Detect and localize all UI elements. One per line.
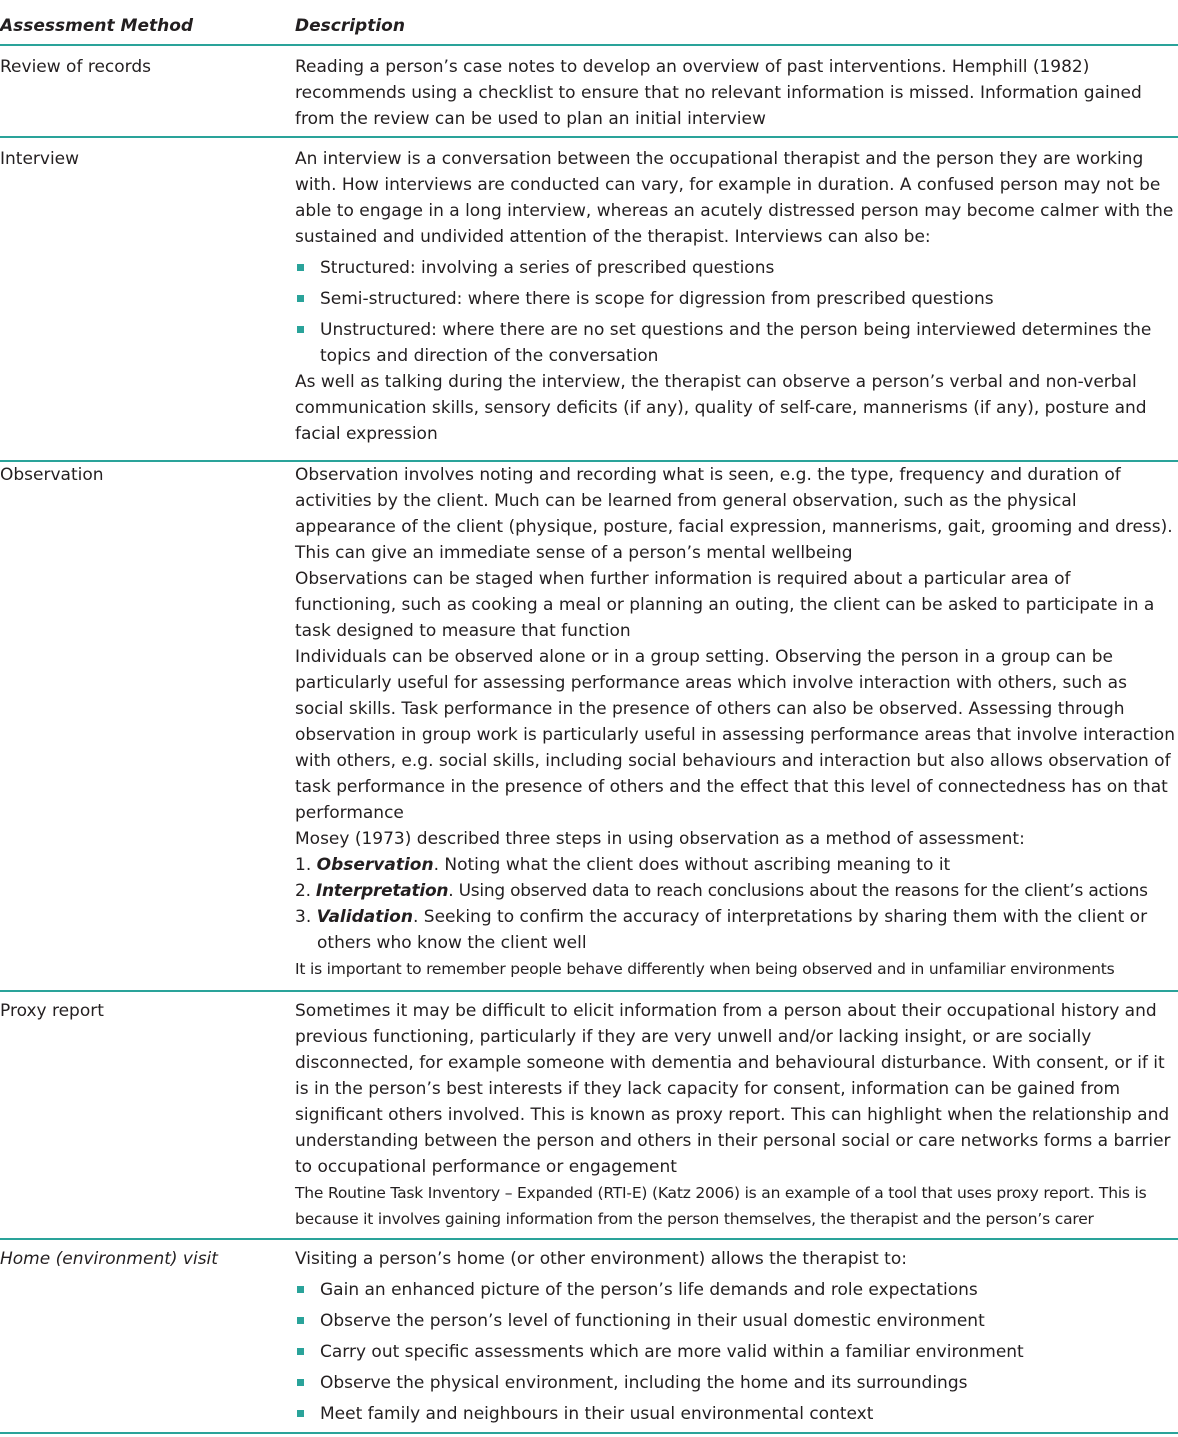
list-item: Meet family and neighbours in their usual environmental context: [295, 1401, 1175, 1427]
list-item: Carry out specific assessments which are more valid within a familiar environment: [295, 1339, 1175, 1365]
table-header: [0, 14, 1178, 44]
list-item: Unstructured: where there are no set questions and the person being interviewed determines the topics and direction of the conversation: [295, 317, 1175, 369]
list-item: Observe the physical environment, including the home and its surroundings: [295, 1370, 1175, 1396]
paragraph: Observation involves noting and recording what is seen, e.g. the type, frequency and duration of activities by the client. Much can be learned from general observation, such as the physical appearance of the client (physique, posture, facial expression, mannerisms, gait, grooming and dress). This can give an immediate sense of a person’s mental wellbeing: [295, 465, 1173, 563]
list-item: Observe the person’s level of functioning in their usual domestic environment: [295, 1308, 1175, 1334]
list-item: Semi-structured: where there is scope for digression from prescribed questions: [295, 286, 1175, 312]
paragraph: Visiting a person’s home (or other environment) allows the therapist to:: [295, 1249, 907, 1269]
column-header-description: Description: [295, 16, 405, 36]
paragraph: The Routine Task Inventory – Expanded (RTI-E) (Katz 2006) is an example of a tool that uses proxy report. This is because it involves gaining information from the person themselves, the therapist and the person’s carer: [295, 1184, 1147, 1228]
bullet-list: [295, 1277, 1175, 1427]
method-home-visit: Home (environment) visit: [0, 1249, 218, 1269]
step-term: Interpretation: [315, 881, 449, 901]
list-item: Gain an enhanced picture of the person’s life demands and role expectations: [295, 1277, 1175, 1303]
paragraph: Mosey (1973) described three steps in using observation as a method of assessment:: [295, 829, 1025, 849]
paragraph: Observations can be staged when further information is required about a particular area of functioning, such as cooking a meal or planning an outing, the client can be asked to participate in a task designed to measure that function: [295, 569, 1155, 641]
method-proxy-report: Proxy report: [0, 1001, 104, 1021]
description-home-visit: [295, 1246, 1175, 1432]
method-interview: Interview: [0, 149, 80, 169]
numbered-list: [295, 852, 1175, 956]
paragraph: Individuals can be observed alone or in a group setting. Observing the person in a group can be particularly useful for assessing performance areas which involve interaction with others, such as social skills. Task performance in the presence of others can also be observed. Assessing through observation in group work is particularly useful in assessing performance areas that involve interaction with others, e.g. social skills, including social behaviours and interaction but also allows observation of task performance in the presence of others and the effect that this level of connectedness has on that performance: [295, 647, 1175, 823]
divider: [0, 990, 1178, 992]
paragraph: It is important to remember people behave differently when being observed and in unfamiliar environments: [295, 960, 1115, 978]
step-term: Observation: [316, 855, 434, 875]
paragraph: Reading a person’s case notes to develop an overview of past interventions. Hemphill (1982) recommends using a checklist to ensure that no relevant information is missed. Information gained from the review can be used to plan an initial interview: [295, 57, 1142, 129]
paragraph: As well as talking during the interview, the therapist can observe a person’s verbal and non-verbal communication skills, sensory deficits (if any), quality of self-care, mannerisms (if any), posture and facial expression: [295, 372, 1147, 444]
column-header-method: Assessment Method: [0, 16, 194, 36]
divider: [0, 1432, 1178, 1434]
method-review-of-records: Review of records: [0, 57, 152, 77]
divider: [0, 1238, 1178, 1240]
bullet-list: [295, 255, 1175, 369]
list-item: 3. Validation. Seeking to confirm the accuracy of interpretations by sharing them with the client or others who know the client well: [295, 907, 1148, 953]
list-item: 2. Interpretation. Using observed data to reach conclusions about the reasons for the client’s actions: [295, 881, 1148, 901]
paragraph: An interview is a conversation between the occupational therapist and the person they are working with. How interviews are conducted can vary, for example in duration. A confused person may not be able to engage in a long interview, whereas an acutely distressed person may become calmer with the sustained and undivided attention of the therapist. Interviews can also be:: [295, 149, 1174, 247]
description-interview: [295, 146, 1175, 447]
description-proxy-report: [295, 998, 1175, 1232]
method-observation: Observation: [0, 465, 104, 485]
list-item: 1. Observation. Noting what the client does without ascribing meaning to it: [295, 855, 951, 875]
paragraph: Sometimes it may be difficult to elicit information from a person about their occupational history and previous functioning, particularly if they are very unwell and/or lacking insight, or are socially disconnected, for example someone with dementia and behavioural disturbance. With consent, or if it is in the person’s best interests if they lack capacity for consent, information can be gained from significant others involved. This is known as proxy report. This can highlight when the relationship and understanding between the person and others in their personal social or care networks forms a barrier to occupational performance or engagement: [295, 1001, 1171, 1177]
step-term: Validation: [316, 907, 413, 927]
divider: [0, 44, 1178, 46]
divider: [0, 136, 1178, 138]
description-review-of-records: [295, 54, 1175, 132]
description-observation: [295, 462, 1175, 982]
list-item: Structured: involving a series of prescribed questions: [295, 255, 1175, 281]
